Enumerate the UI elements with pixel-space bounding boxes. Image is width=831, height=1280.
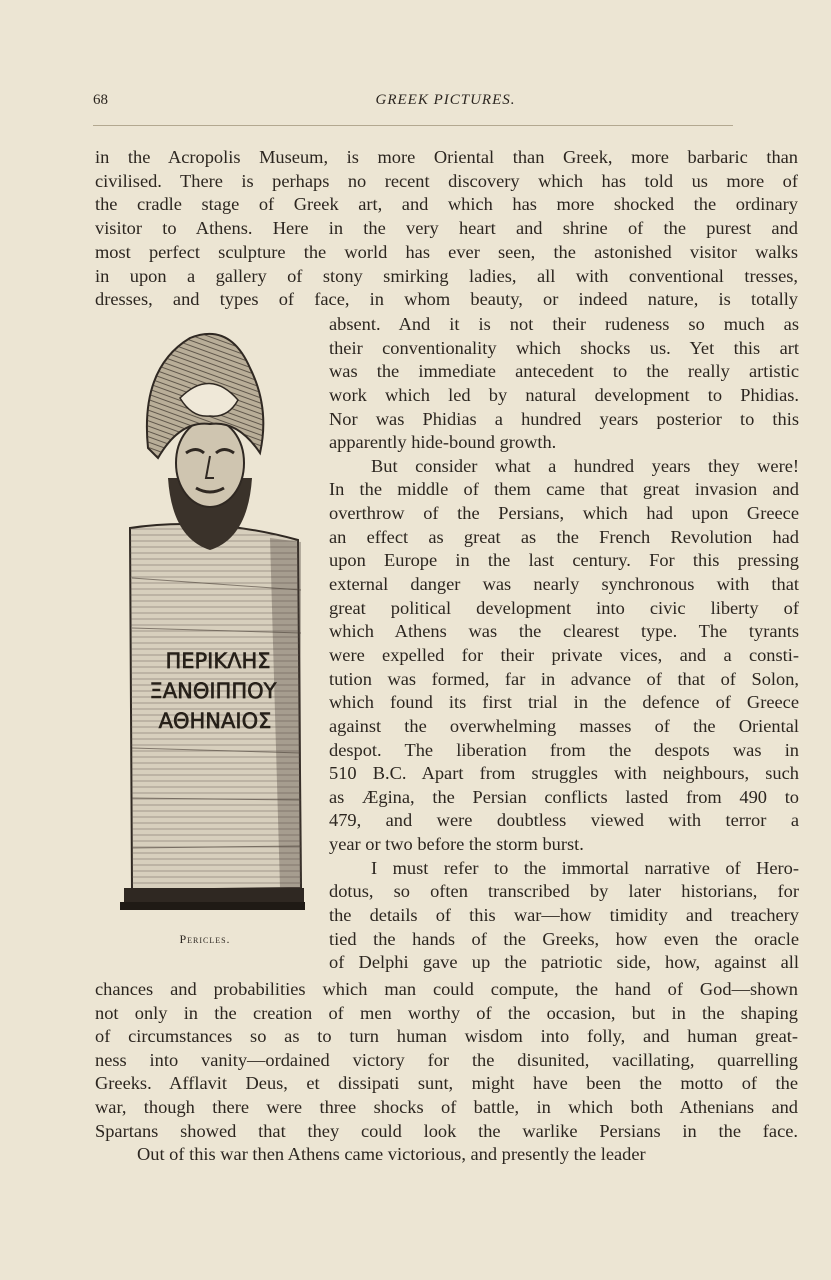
text-line: Out of this war then Athens came victorious, and presently the leader xyxy=(137,1144,646,1165)
text-line: the details of this war—how timidity and treachery xyxy=(329,905,799,925)
text-line: despot. The liberation from the despots was in xyxy=(329,739,799,760)
text-line: tied the hands of the Greeks, how even the oracle xyxy=(329,928,799,949)
text-line: was the immediate antecedent to the really artistic xyxy=(329,361,799,382)
pericles-bust-illustration xyxy=(120,328,305,918)
text-line: Spartans showed that they could look the warlike Persians in the face. xyxy=(95,1120,798,1141)
text-line: tution was formed, far in advance of that of Solon, xyxy=(329,668,799,689)
text-line: Greeks. Afflavit Deus, et dissipati sunt, might have been the motto of the xyxy=(95,1073,798,1094)
inscription-line-1: ΠΕΡΙΚΛΗΣ xyxy=(165,649,271,673)
text-line: war, though there were three shocks of battle, in which both Athenians and xyxy=(95,1097,798,1117)
text-line: of Delphi gave up the patriotic side, how, against all xyxy=(329,952,799,973)
text-line: an effect as great as the French Revolution had xyxy=(329,526,799,547)
inscription-line-3: ΑΘΗΝΑΙΟΣ xyxy=(158,709,272,733)
text-line: which Athens was the clearest type. The tyrants xyxy=(329,621,799,642)
text-line: in upon a gallery of stony smirking ladies, all with conventional tresses, xyxy=(95,265,798,286)
text-line: absent. And it is not their rudeness so much as xyxy=(329,314,799,334)
header-rule xyxy=(93,125,733,126)
text-line: 510 B.C. Apart from struggles with neighbours, such xyxy=(329,763,799,784)
text-line: dotus, so often transcribed by later historians, for xyxy=(329,881,799,902)
text-line: upon Europe in the last century. For this pressing xyxy=(329,550,799,571)
text-line: visitor to Athens. Here in the very heart and shrine of the purest and xyxy=(95,218,798,239)
running-title: GREEK PICTURES. xyxy=(375,92,516,108)
text-line: external danger was nearly synchronous with that xyxy=(329,574,799,595)
text-line: of circumstances so as to turn human wisdom into folly, and human great- xyxy=(95,1026,798,1047)
bust-engraving xyxy=(120,328,305,918)
text-line: most perfect sculpture the world has ever seen, the astonished visitor walks xyxy=(95,241,798,262)
text-line: against the overwhelming masses of the Oriental xyxy=(329,715,799,736)
text-line: work which led by natural development to Phidias. xyxy=(329,384,799,405)
text-line: But consider what a hundred years they were! xyxy=(371,455,799,476)
text-line: in the Acropolis Museum, is more Oriental than Greek, more barbaric than xyxy=(95,147,798,167)
text-line: civilised. There is perhaps no recent discovery which has told us more of xyxy=(95,170,798,191)
text-line: dresses, and types of face, in whom beauty, or indeed nature, is totally xyxy=(95,289,798,310)
text-line: the cradle stage of Greek art, and which has more shocked the ordinary xyxy=(95,194,798,215)
text-line: not only in the creation of men worthy of the occasion, but in the shaping xyxy=(95,1002,798,1023)
text-line: their conventionality which shocks us. Yet this art xyxy=(329,337,799,358)
page-header xyxy=(93,92,798,114)
text-line: Nor was Phidias a hundred years posterior to this xyxy=(329,408,799,429)
text-line: In the middle of them came that great invasion and xyxy=(329,479,799,500)
text-line: overthrow of the Persians, which had upon Greece xyxy=(329,503,799,524)
text-line: apparently hide-bound growth. xyxy=(329,432,557,453)
inscription-line-2: ΞΑΝΘΙΠΠΟΥ xyxy=(149,679,277,703)
text-line: chances and probabilities which man could compute, the hand of God—shown xyxy=(95,979,798,999)
text-line: year or two before the storm burst. xyxy=(329,834,584,855)
text-line: I must refer to the immortal narrative of Hero- xyxy=(371,857,799,878)
figure-caption: Pericles. xyxy=(179,932,231,946)
text-line: were expelled for their private vices, and a consti- xyxy=(329,644,799,665)
text-line: great political development into civic liberty of xyxy=(329,597,799,618)
text-line: ness into vanity—ordained victory for the disunited, vacillating, quarrelling xyxy=(95,1049,798,1070)
page-number: 68 xyxy=(93,92,108,108)
text-line: which found its first trial in the defence of Greece xyxy=(329,692,799,713)
text-line: as Ægina, the Persian conflicts lasted from 490 to xyxy=(329,786,799,807)
text-line: 479, and were doubtless viewed with terror a xyxy=(329,810,799,831)
